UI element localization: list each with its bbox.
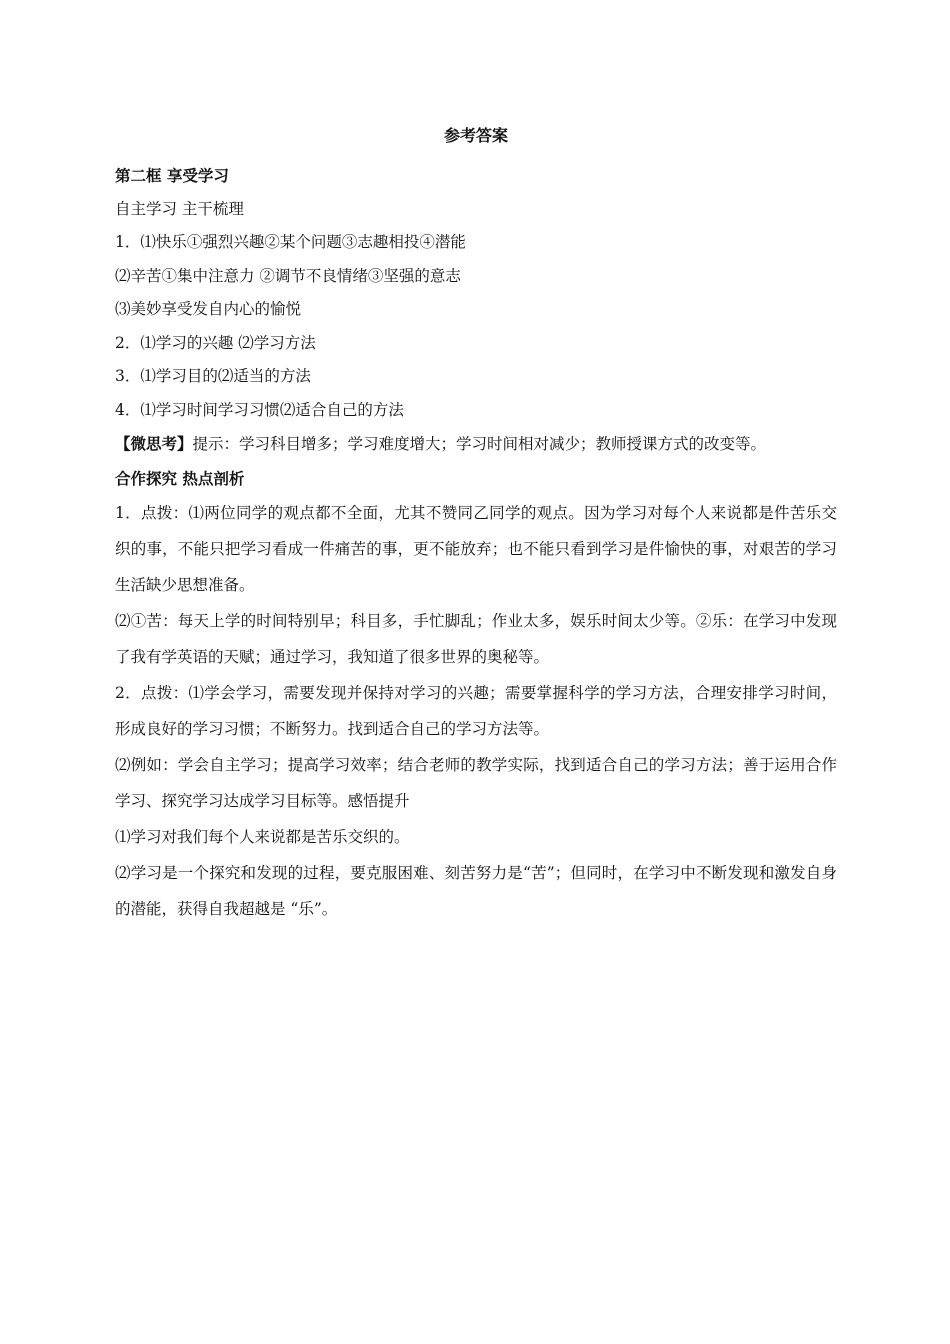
answer-page (115, 123, 837, 927)
micro-thinking-label: 【微思考】 (115, 434, 193, 453)
answer-paragraph: 1．点拨：⑴两位同学的观点都不全面，尤其不赞同乙同学的观点。因为学习对每个人来说都是件苦乐交织的事，不能只把学习看成一件痛苦的事，更不能放弃；也不能只看到学习是件愉快的事，对艰苦的学习生活缺少思想准备。 (115, 504, 837, 594)
answer-item: ⑵辛苦①集中注意力 ②调节不良情绪③坚强的意志 (115, 266, 461, 285)
answer-paragraph: 2．点拨：⑴学会学习，需要发现并保持对学习的兴趣；需要掌握科学的学习方法，合理安排学习时间，形成良好的学习习惯；不断努力。找到适合自己的学习方法等。 (115, 684, 837, 738)
micro-thinking-line (115, 427, 837, 462)
answer-item: 1．⑴快乐①强烈兴趣②某个问题③志趣相投④潜能 (115, 233, 466, 251)
micro-thinking-text: 提示：学习科目增多；学习难度增大；学习时间相对减少；教师授课方式的改变等。 (192, 435, 767, 453)
answer-item: 3．⑴学习目的⑵适当的方法 (115, 367, 311, 385)
answer-item: 4．⑴学习时间学习习惯⑵适合自己的方法 (115, 400, 404, 419)
answer-item: 2．⑴学习的兴趣 ⑵学习方法 (115, 333, 316, 352)
answer-paragraph: ⑵学习是一个探究和发现的过程，要克服困难、刻苦努力是“苦”；但同时，在学习中不断发现和激发自身的潜能，获得自我超越是 “乐”。 (115, 864, 837, 918)
section-heading-enjoy-learning: 第二框 享受学习 (115, 166, 229, 185)
page-title: 参考答案 (443, 126, 508, 145)
answer-paragraph: ⑵例如：学会自主学习；提高学习效率；结合老师的教学实际，找到适合自己的学习方法；善于运用合作学习、探究学习达成学习目标等。感悟提升 (115, 756, 837, 810)
answer-item: ⑶美妙享受发自内心的愉悦 (115, 300, 302, 318)
answer-paragraph: ⑵①苦：每天上学的时间特别早；科目多，手忙脚乱；作业太多，娱乐时间太少等。②乐：在学习中发现了我有学英语的天赋；通过学习，我知道了很多世界的奥秘等。 (115, 612, 837, 666)
section-heading-cooperative-inquiry: 合作探究 热点剖析 (115, 468, 245, 488)
subheading-self-study: 自主学习 主干梳理 (115, 199, 244, 218)
answer-paragraph: ⑴学习对我们每个人来说都是苦乐交织的。 (115, 828, 410, 846)
